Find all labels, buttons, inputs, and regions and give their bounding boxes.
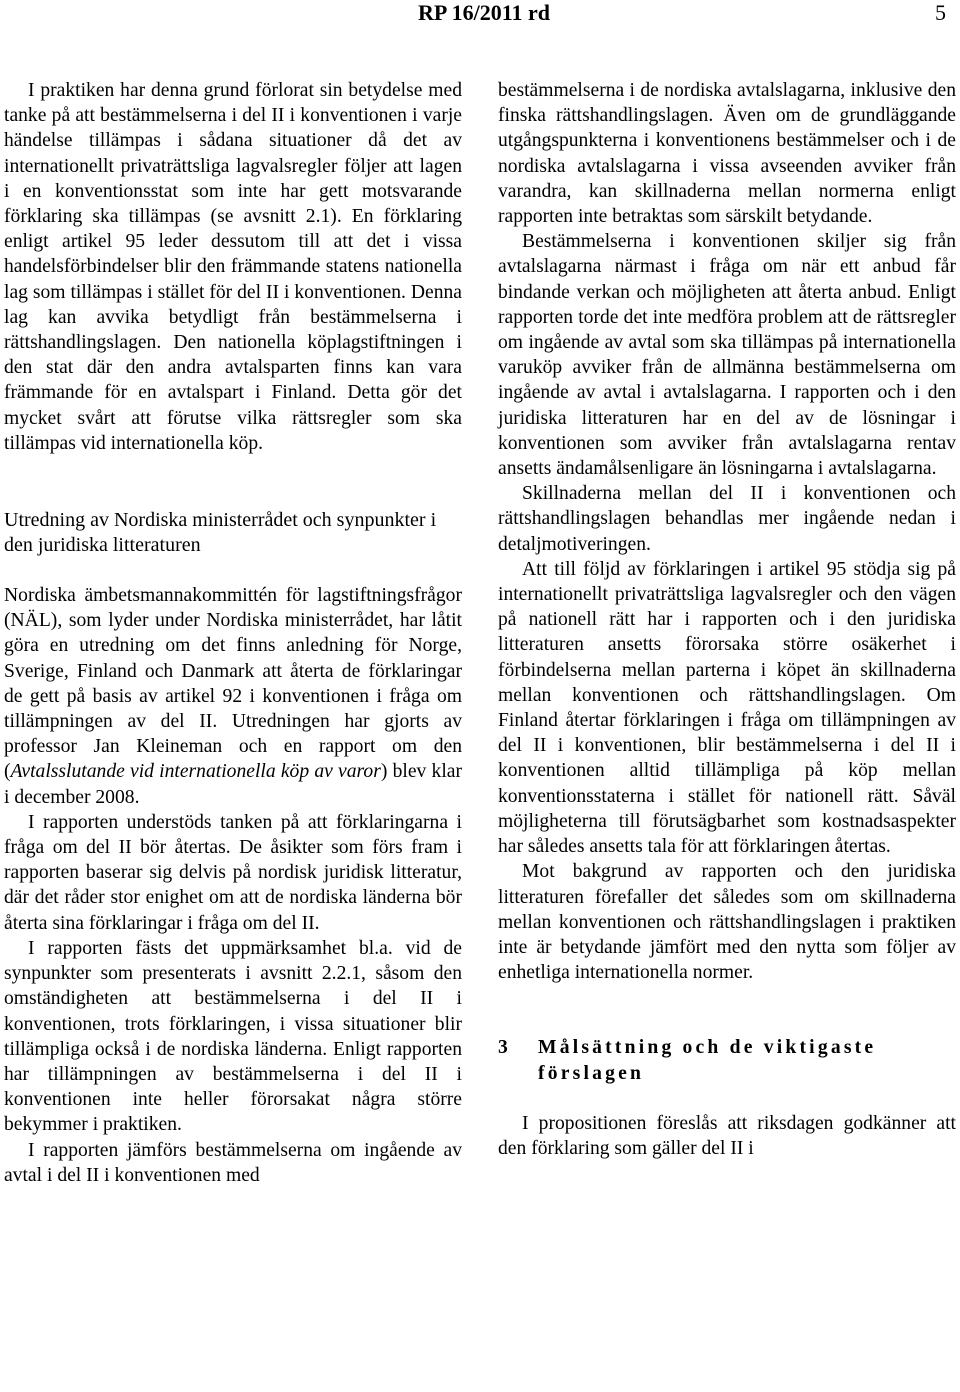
left-column bbox=[4, 78, 462, 1188]
text-run: Nordiska ämbetsmannakommittén för lagstiftningsfrågor (NÄL), som lyder under Nordiska ministerrådet, har låtit göra en utredning om det finns anledning för Norge, Sverige, Finland och Danmark att återta de förklaringar de gett på basis av artikel 92 i konventionen i fråga om tillämpningen av del II. Utredningen har gjorts av professor Jan Kleineman och en rapport om den ( bbox=[4, 585, 462, 783]
paragraph: I rapporten jämförs bestämmelserna om ingående av avtal i del II i konventionen med bbox=[4, 1139, 462, 1186]
paragraph: I praktiken har denna grund förlorat sin betydelse med tanke på att bestämmelserna i del II i konventionen i varje händelse tillämpas i sådana situationer då det av internationellt privaträttsliga lagvalsregler följer att lagen i en konventionsstat som inte har gett motsvarande förklaring ska tillämpas (se avsnitt 2.1). En förklaring enligt artikel 95 leder dessutom till att det i vissa handelsförbindelser blir den främmande statens nationella lag som tillämpas i stället för del II i konventionen. Denna lag kan avvika betydligt från bestämmelserna i rättshandlingslagen. Den nationella köplagstiftningen i den stat där den andra avtalsparten finns kan vara främmande för en avtalspart i Finland. Detta gör det mycket svårt att förutse vilka rättsregler som ska tillämpas vid internationella köp. bbox=[4, 80, 462, 454]
section-title: Målsättning och de viktigaste förslagen bbox=[538, 1037, 877, 1084]
paragraph bbox=[4, 583, 462, 810]
section-heading bbox=[498, 1035, 956, 1085]
paragraph: I rapporten understöds tanken på att förklaringarna i fråga om del II bör återtas. De åsikter som förs fram i rapporten baserar sig delvis på nordisk juridisk litteratur, där det råder stor enighet om att de nordiska länderna bör återta sina förklaringar i fråga om del II. bbox=[4, 811, 462, 934]
paragraph: Mot bakgrund av rapporten och den juridiska litteraturen förefaller det således som om skillnaderna mellan konventionen och rättshandlingslagen i praktiken inte är betydande jämfört med den nytta som följer av enhetliga internationella normer. bbox=[498, 861, 956, 984]
paragraph: Skillnaderna mellan del II i konventionen och rättshandlingslagen behandlas mer ingående nedan i detaljmotiveringen. bbox=[498, 483, 956, 555]
text-run: ) blev klar i december 2008. bbox=[4, 761, 462, 808]
paragraph: I rapporten fästs det uppmärksamhet bl.a. vid de synpunkter som presenterats i avsnitt 2.2.1, såsom den omständigheten att bestämmelserna i del II i konventionen, trots förklaringen, i vissa situationer blir tillämpliga också i de nordiska länderna. Enligt rapporten har tillämpningen av bestämmelserna i del II i konventionen inte heller förorsakat några större bekymmer i praktiken. bbox=[4, 937, 462, 1136]
paragraph: Bestämmelserna i konventionen skiljer sig från avtalslagarna närmast i fråga om när ett anbud får bindande verkan och möjligheten att återta anbud. Enligt rapporten torde det inte medföra problem att de rättsregler om ingående av avtal som ska tillämpas på internationella varuköp avviker från de allmänna bestämmelserna om ingående av avtal i avtalslagarna. I rapporten och i den juridiska litteraturen har en del av de lösningar i konventionen som avviker från avtalslagarna rentav ansetts ändamålsenligare än lösningarna i avtalslagarna. bbox=[498, 231, 956, 480]
paragraph: I propositionen föreslås att riksdagen godkänner att den förklaring som gäller del II i bbox=[498, 1112, 956, 1159]
subheading: Utredning av Nordiska ministerrådet och synpunkter i den juridiska litteraturen bbox=[4, 509, 437, 557]
paragraph: Att till följd av förklaringen i artikel 95 stödja sig på internationellt privaträttsliga lagvalsregler och den vägen på nationell rätt har i rapporten och i den juridiska litteraturen ansetts förorsaka större osäkerhet i förbindelserna mellan parterna i köpet än skillnaderna mellan konventionen och rättshandlingslagen. Om Finland återtar förklaringen i fråga om tillämpningen av del II i konventionen, blir bestämmelserna i del II i konventionen alltid tillämpliga på köp mellan konventionsstaterna i stället för nationell rätt. Såväl möjligheterna till förutsägbarhet som kostnadsaspekter har således ansetts tala för att förklaringen återtas. bbox=[498, 558, 956, 858]
page-header bbox=[0, 0, 960, 30]
paragraph: bestämmelserna i de nordiska avtalslagarna, inklusive den finska rättshandlingslagen. Även om de grundläggande utgångspunkterna i konventionens bestämmelser och i de nordiska avtalslagarna i vissa avseenden avviker från varandra, kan skillnaderna mellan normerna enligt rapporten inte betraktas som särskilt betydande. bbox=[498, 80, 956, 228]
document-id: RP 16/2011 rd bbox=[417, 0, 550, 25]
report-title: Avtalsslutande vid internationella köp av varor bbox=[10, 761, 381, 783]
right-column bbox=[498, 78, 956, 1161]
page-number: 5 bbox=[935, 0, 946, 25]
section-number: 3 bbox=[498, 1037, 508, 1059]
